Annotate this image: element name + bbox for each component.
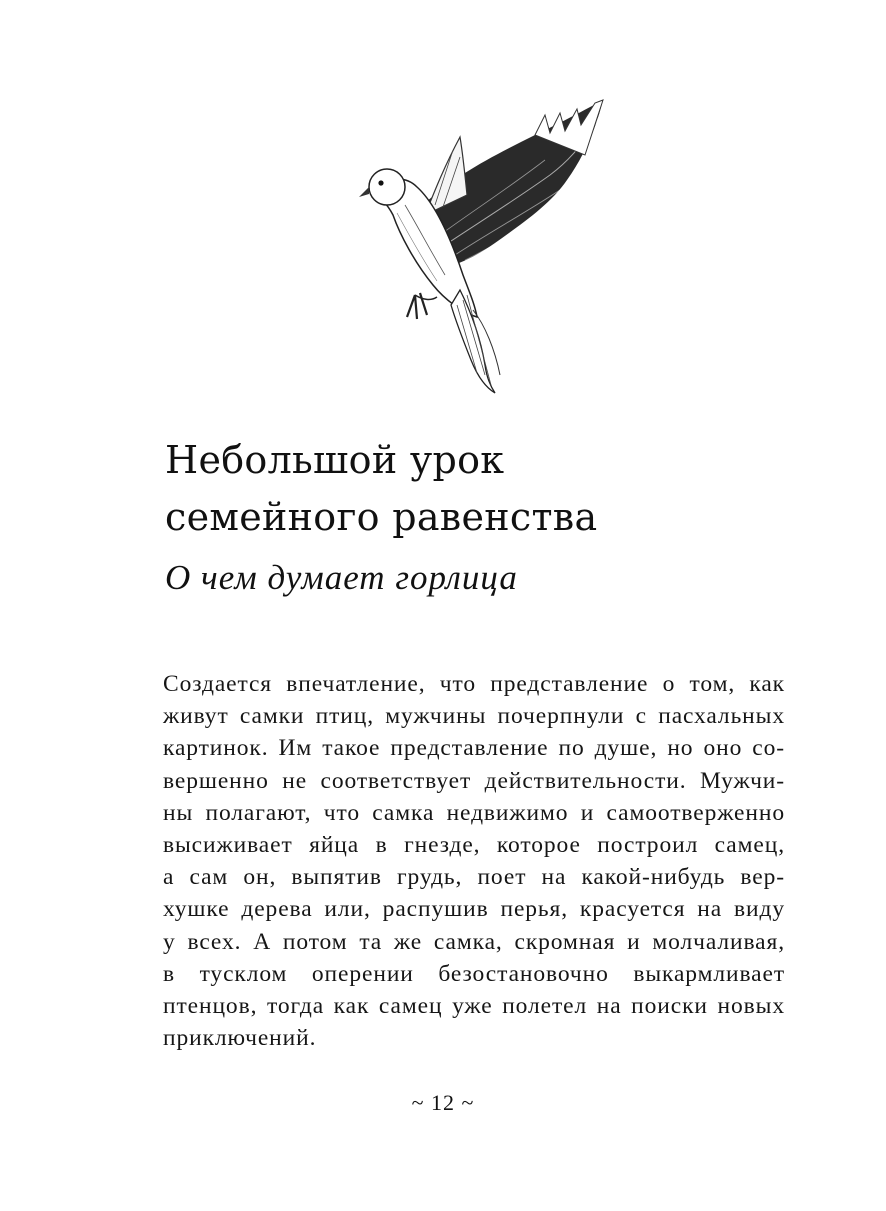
body-line: картинок. Им такое представление по душе, но оно со-: [163, 735, 785, 762]
body-paragraph: [163, 668, 785, 1054]
chapter-subtitle: О чем думает горлица: [165, 558, 518, 597]
body-line: приключений.: [163, 1025, 317, 1052]
body-line: хушке дерева или, распушив перья, красуется на виду: [163, 896, 785, 923]
body-line: ны полагают, что самка недвижимо и самоотверженно: [163, 799, 785, 826]
chapter-title-line-1: Небольшой урок: [165, 438, 505, 482]
page-number: ~ 12 ~: [411, 1090, 475, 1115]
body-line: высиживает яйца в гнезде, которое построил самец,: [163, 832, 785, 859]
dove-illustration: [345, 95, 615, 395]
body-line: живут самки птиц, мужчины почерпнули с пасхальных: [163, 703, 785, 730]
body-line: у всех. А потом та же самка, скромная и молчаливая,: [163, 928, 785, 955]
chapter-title-line-2: семейного равенства: [165, 495, 598, 539]
body-line: а сам он, выпятив грудь, поет на какой-нибудь вер-: [163, 864, 785, 891]
body-line: вершенно не соответствует действительности. Мужчи-: [163, 767, 785, 794]
body-line: в тусклом оперении безостановочно выкармливает: [163, 960, 785, 987]
body-line: Создается впечатление, что представление о том, как: [163, 671, 785, 697]
chapter-title: [165, 432, 805, 546]
body-line: птенцов, тогда как самец уже полетел на поиски новых: [163, 993, 785, 1020]
